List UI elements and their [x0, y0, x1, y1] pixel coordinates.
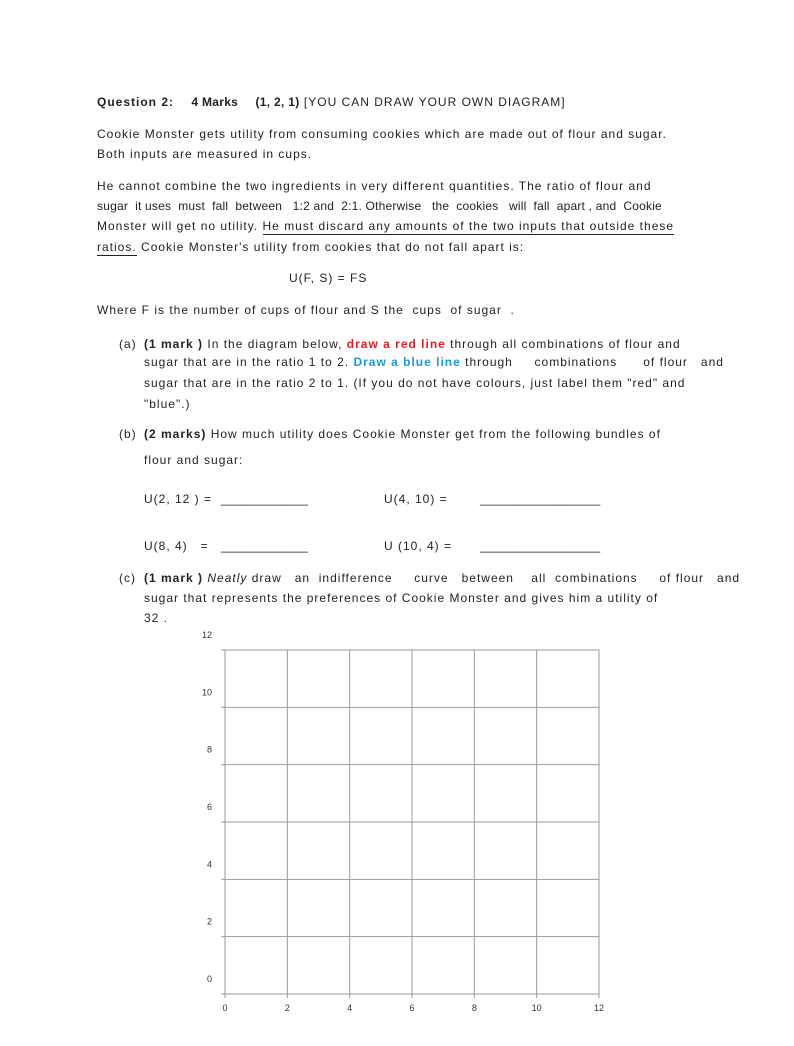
- part-b-text-1: How much utility does Cookie Monster get from the following bundles of: [210, 427, 661, 441]
- intro-line-2: Both inputs are measured in cups.: [97, 147, 313, 161]
- ratio-line-3-a: Monster will get no utility.: [97, 219, 259, 233]
- part-a-line-3: sugar that are in the ratio 2 to 1. (If you do not have colours, just label them "red" and: [144, 376, 686, 390]
- question-marks: 4 Marks: [191, 95, 239, 109]
- y-tick-label-0: 0: [206, 974, 212, 984]
- part-a-line-2-a: sugar that are in the ratio 1 to 2.: [144, 355, 350, 369]
- question-note: [YOU CAN DRAW YOUR OWN DIAGRAM]: [303, 95, 566, 109]
- part-a-text-2: through all combinations of flour and: [450, 337, 681, 351]
- x-tick-label-2: 2: [284, 1003, 290, 1013]
- part-c-marks: (1 mark ): [144, 571, 204, 585]
- blue-line-instruction: Draw a blue line: [353, 355, 461, 369]
- y-tick-label-6: 6: [206, 802, 212, 812]
- question-label: Question 2:: [97, 95, 175, 109]
- answer-blank-u-2-12[interactable]: _____________: [221, 492, 308, 506]
- part-b-marks: (2 marks): [144, 427, 207, 441]
- x-tick-label-8: 8: [471, 1003, 477, 1013]
- part-b-line-2: flour and sugar:: [144, 453, 244, 467]
- part-a-line-4: "blue".): [144, 397, 191, 411]
- ratio-line-4-b: Cookie Monster's utility from cookies that do not fall apart is:: [141, 240, 525, 254]
- ratio-line-2: sugar it uses must fall between 1:2 and 2:1. Otherwise the cookies will fall apart , and Cookie: [97, 199, 662, 213]
- answer-blank-u-10-4[interactable]: __________________: [480, 539, 601, 553]
- where-line: Where F is the number of cups of flour and S the cups of sugar .: [97, 303, 515, 317]
- utility-u-10-4: U (10, 4) =: [384, 539, 453, 553]
- part-c-text-1: draw an indifference curve between all combinations of flour and: [251, 571, 741, 585]
- part-a-line-2-b: through combinations of flour and: [465, 355, 724, 369]
- x-tick-label-4: 4: [347, 1003, 353, 1013]
- answer-blank-u-8-4[interactable]: _____________: [221, 539, 308, 553]
- intro-line-1: Cookie Monster gets utility from consuming cookies which are made out of flour and sugar.: [97, 127, 667, 141]
- ratios-underlined: ratios.: [97, 240, 137, 254]
- utility-u-8-4: U(8, 4) =: [144, 539, 209, 553]
- part-c-line-2: sugar that represents the preferences of Cookie Monster and gives him a utility of: [144, 591, 659, 605]
- utility-u-2-12: U(2, 12 ) =: [144, 492, 213, 506]
- y-tick-label-8: 8: [206, 744, 212, 755]
- y-tick-label-12: 12: [201, 630, 212, 640]
- part-b-label: (b): [119, 427, 137, 441]
- part-a-label: (a): [119, 337, 137, 351]
- x-tick-label-6: 6: [409, 1003, 415, 1013]
- y-tick-label-10: 10: [201, 687, 212, 698]
- utility-u-4-10: U(4, 10) =: [384, 492, 448, 506]
- y-tick-label-2: 2: [206, 916, 212, 927]
- part-a-text-1: In the diagram below,: [207, 337, 343, 351]
- x-tick-label-10: 10: [531, 1003, 542, 1013]
- ratio-line-1: He cannot combine the two ingredients in very different quantities. The ratio of flour and: [97, 179, 652, 193]
- part-c-line-3: 32 .: [144, 611, 169, 625]
- discard-underlined: He must discard any amounts of the two inputs that outside these: [262, 219, 675, 233]
- y-tick-label-4: 4: [206, 859, 212, 870]
- utility-formula: U(F, S) = FS: [289, 271, 368, 285]
- question-breakdown: (1, 2, 1): [255, 95, 300, 109]
- part-a-marks: (1 mark ): [144, 337, 204, 351]
- x-tick-label-0: 0: [222, 1003, 228, 1013]
- answer-blank-u-4-10[interactable]: __________________: [480, 492, 601, 506]
- x-tick-label-12: 12: [593, 1003, 605, 1013]
- neatly-word: Neatly: [207, 571, 248, 585]
- part-c-label: (c): [119, 571, 136, 585]
- red-line-instruction: draw a red line: [346, 337, 446, 351]
